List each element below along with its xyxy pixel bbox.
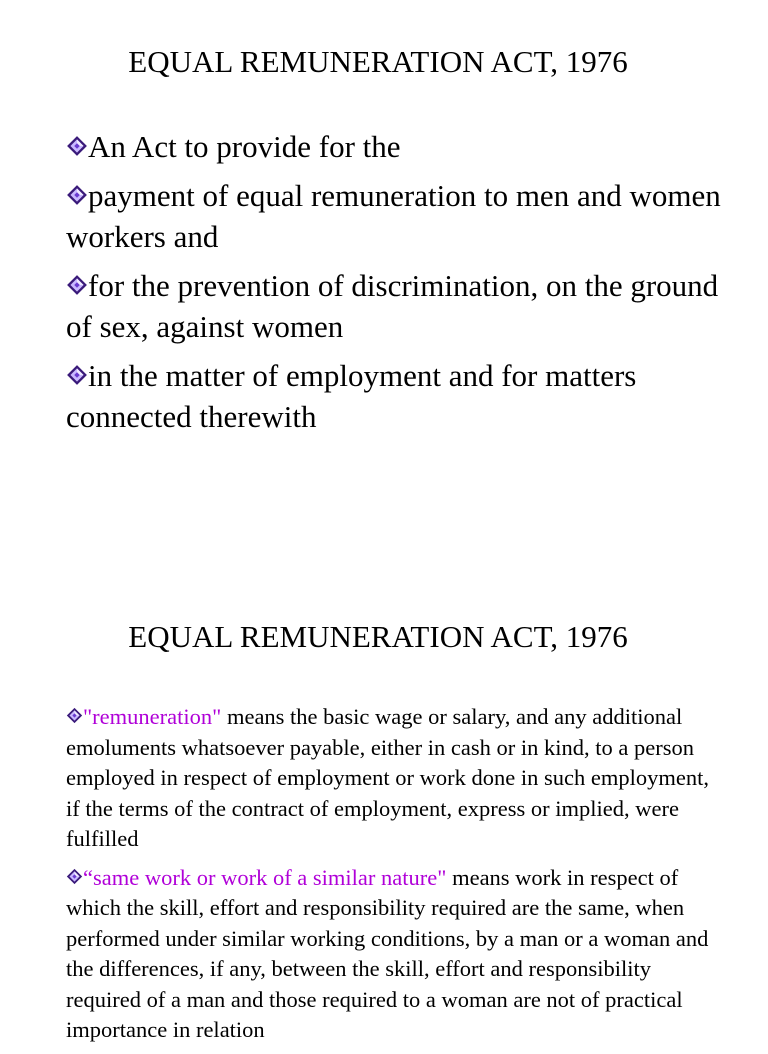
slide-2-definition-list [66,702,726,1054]
list-item-text: payment of equal remuneration to men and women workers and [66,178,721,254]
slide-1-title: EQUAL REMUNERATION ACT, 1976 [128,44,628,79]
definition-text: means the basic wage or salary, and any additional emoluments whatsoever payable, either in cash or in kind, to a person employed in respect of employment or work done in such employment, if the terms of the contract of employment, express or implied, were fulfilled [66,704,709,851]
slide-1-bullet-list [66,126,726,445]
definition-text: means work in respect of which the skill, effort and responsibility required are the same, when performed under similar working conditions, by a man or a woman and the differences, if any, between the skill, effort and responsibility required of a man and those required to a woman are not of practical importance in relation [66,864,709,1042]
definition-item [66,863,726,1046]
list-item-text: in the matter of employment and for matters connected therewith [66,358,637,434]
list-item-text: An Act to provide for the [88,129,401,164]
diamond-bullet-icon [66,135,88,157]
diamond-bullet-icon [66,184,88,206]
definition-term: "remuneration" [83,704,222,729]
diamond-bullet-icon [66,274,88,296]
definition-term: “same work or work of a similar nature" [83,864,447,890]
definition-item [66,702,726,855]
list-item [66,126,726,167]
slide-2-title: EQUAL REMUNERATION ACT, 1976 [128,619,628,654]
slide-2 [0,512,768,1042]
diamond-bullet-icon [66,364,88,386]
diamond-bullet-icon [66,707,83,724]
slide-1 [0,0,768,512]
diamond-bullet-icon [66,868,83,885]
list-item-text: for the prevention of discrimination, on the ground of sex, against women [66,268,719,344]
list-item [66,175,726,257]
list-item [66,265,726,347]
list-item [66,355,726,437]
